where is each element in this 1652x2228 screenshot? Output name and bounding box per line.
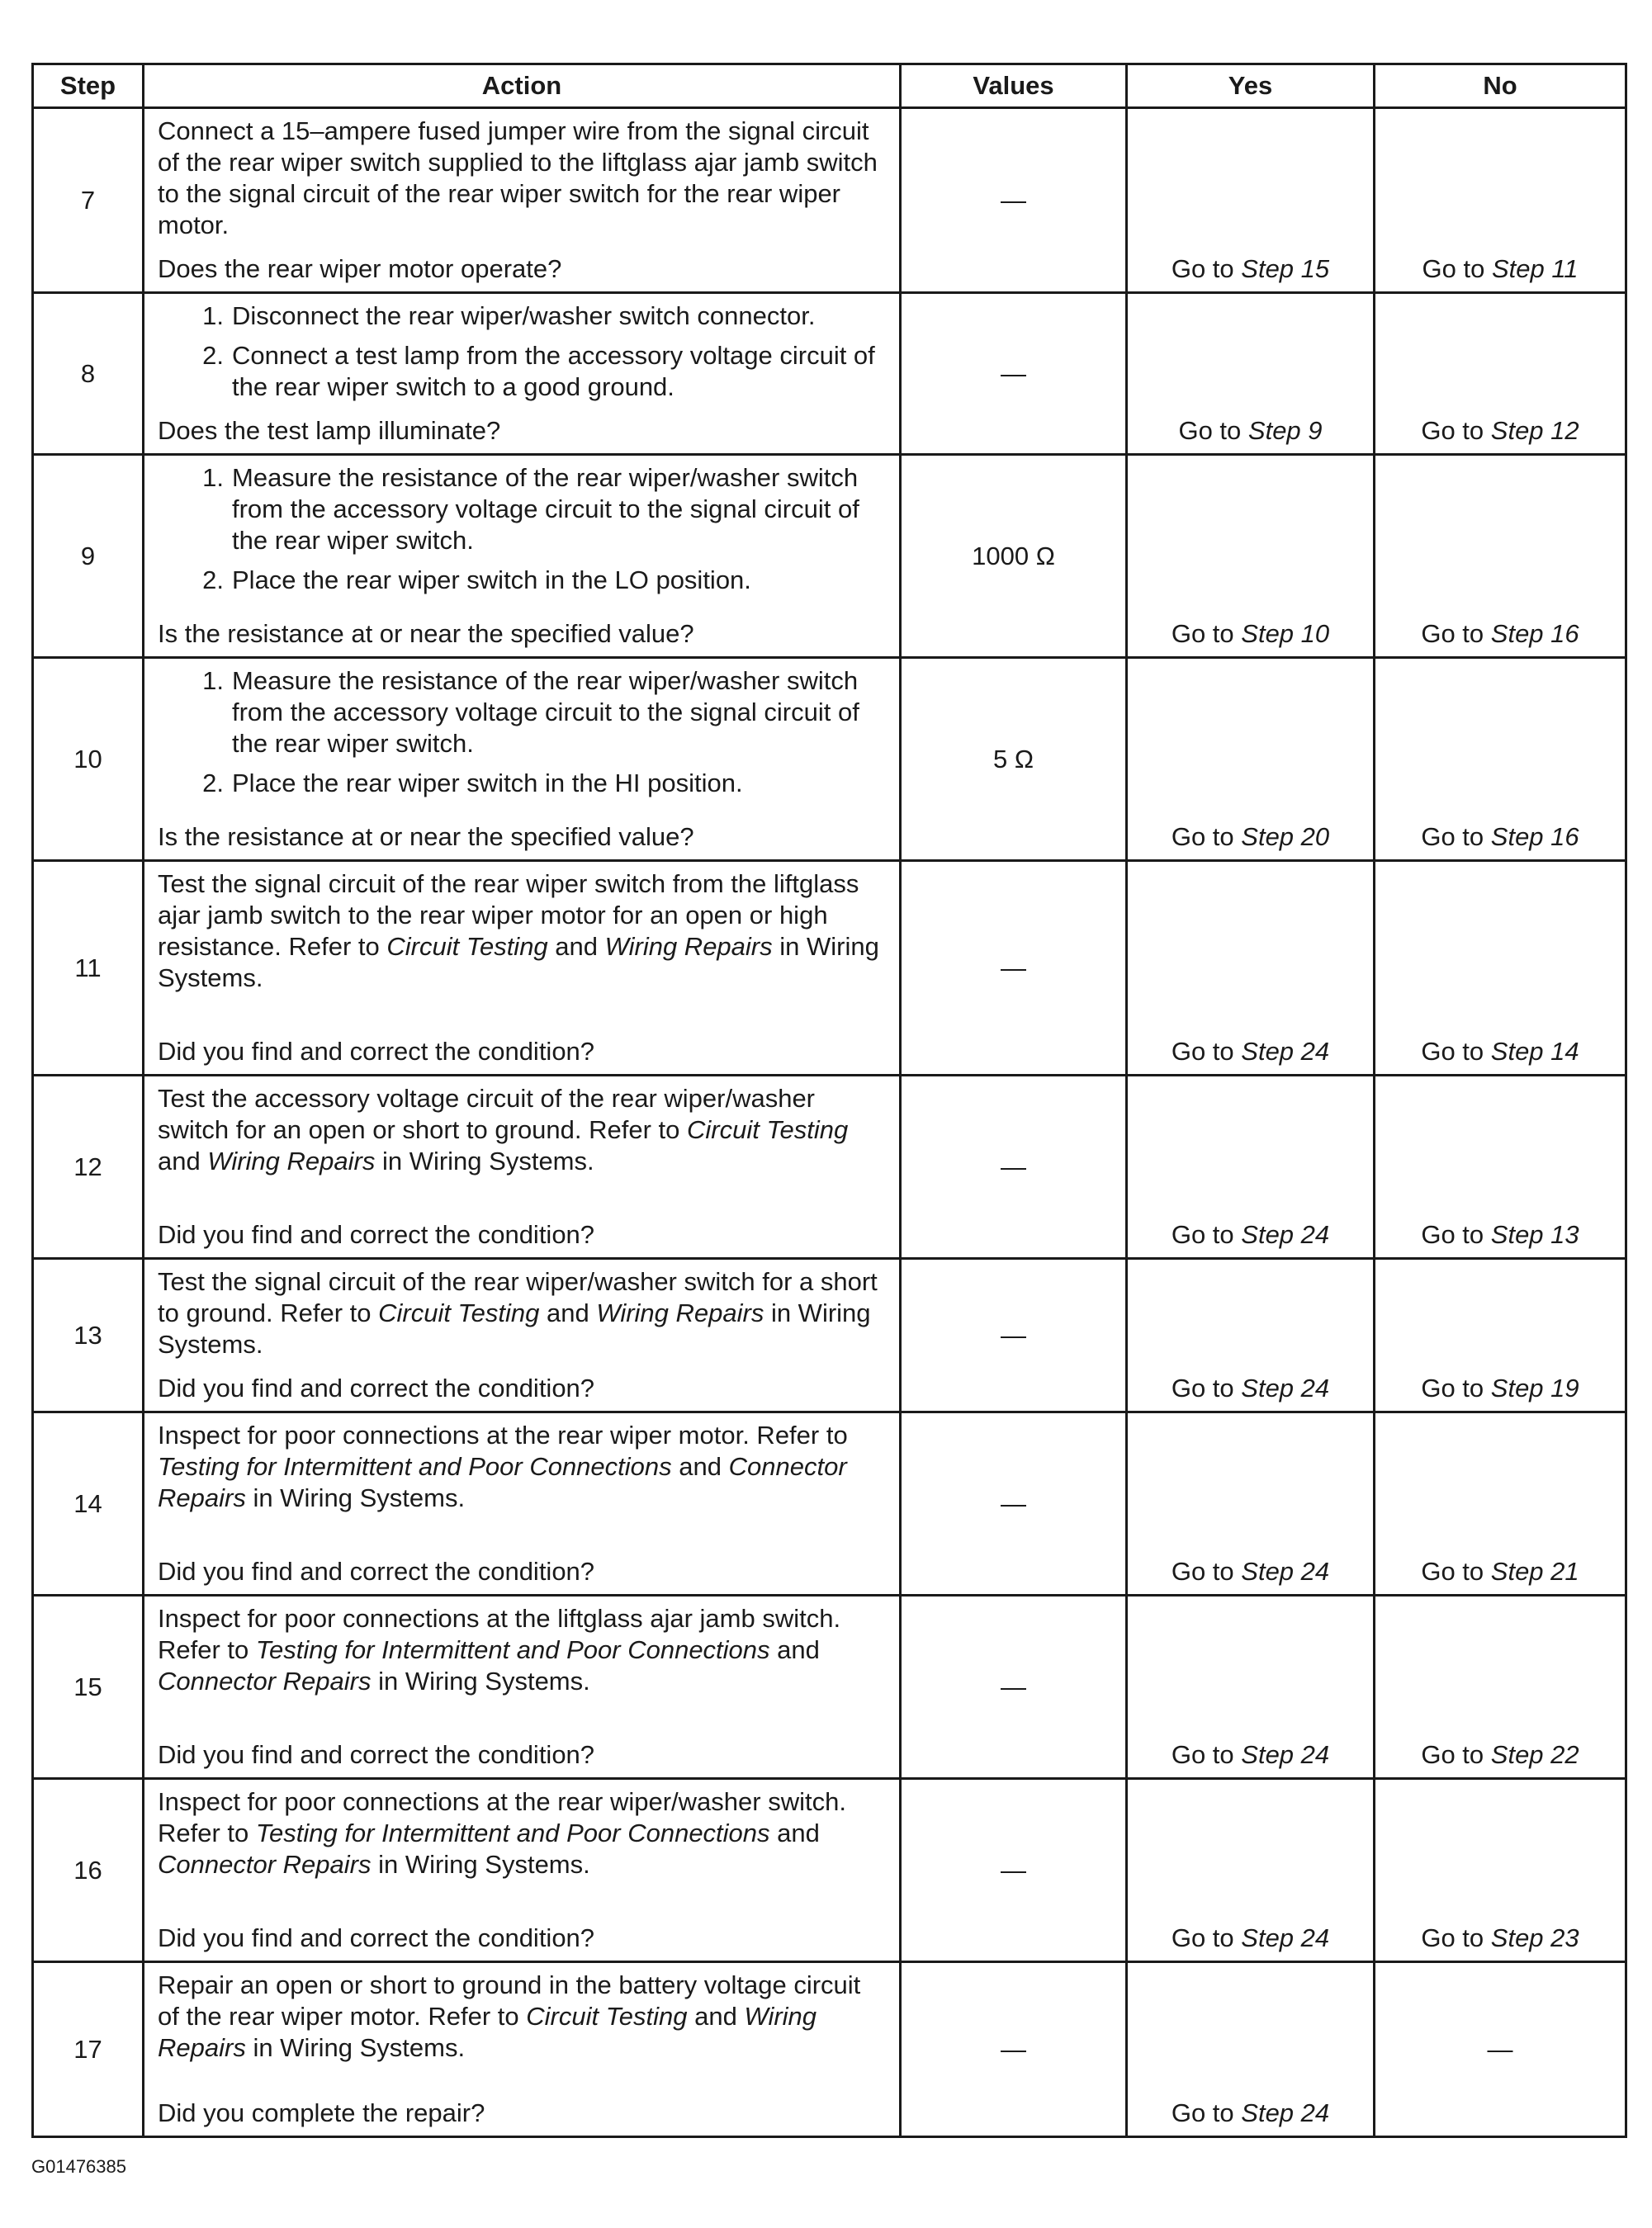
- header-values: Values: [901, 64, 1127, 108]
- action-question: Does the test lamp illuminate?: [158, 416, 501, 445]
- substep-number: 2.: [202, 565, 224, 594]
- substep-number: 1.: [202, 301, 224, 330]
- substep-text: Disconnect the rear wiper/washer switch connector.: [232, 301, 816, 330]
- reference-link-text: Circuit Testing: [386, 932, 548, 961]
- go-to-prefix: Go to: [1171, 2098, 1234, 2127]
- action-text-segment: and: [769, 1819, 820, 1847]
- action-question: Did you find and correct the condition?: [158, 1923, 595, 1952]
- action-instructions: [158, 868, 888, 994]
- action-text-segment: in Wiring Systems.: [371, 1667, 590, 1696]
- yes-cell: [1127, 861, 1375, 1076]
- header-action: Action: [144, 64, 901, 108]
- go-to-step-target: Step 20: [1241, 822, 1330, 851]
- action-text-segment: and: [769, 1635, 820, 1664]
- go-to-step-target: Step 13: [1490, 1220, 1579, 1249]
- go-to-step-target: Step 22: [1490, 1740, 1579, 1769]
- reference-link-text: Wiring Repairs: [604, 932, 773, 961]
- go-to-step-target: Step 21: [1490, 1557, 1579, 1586]
- go-to-prefix: Go to: [1421, 822, 1484, 851]
- action-instructions: [158, 665, 888, 807]
- no-value-dash: —: [1487, 2034, 1513, 2064]
- action-text-segment: in Wiring Systems.: [371, 1850, 590, 1879]
- table-row: [33, 658, 1626, 861]
- go-to-prefix: Go to: [1171, 1557, 1234, 1586]
- action-instructions: [158, 116, 888, 241]
- substep-number: 2.: [202, 341, 224, 370]
- substep-item: [158, 665, 888, 759]
- substep-number: 1.: [202, 666, 224, 695]
- yes-cell: [1127, 1962, 1375, 2137]
- action-instructions: [158, 1266, 888, 1360]
- action-content: [144, 1780, 899, 1961]
- action-text-segment: and: [687, 2002, 745, 2031]
- action-text-segment: Inspect for poor connections at the rear wiper/washer switch. Refer to: [158, 1787, 846, 1847]
- reference-link-text: Testing for Intermittent and Poor Connections: [255, 1635, 770, 1664]
- step-number-cell: 15: [33, 1596, 144, 1779]
- action-text-segment: Test the accessory voltage circuit of the rear wiper/washer switch for an open or short to ground. Refer to: [158, 1084, 816, 1144]
- action-cell: [144, 1779, 901, 1962]
- go-to-step-target: Step 11: [1491, 254, 1579, 283]
- substep-number: 2.: [202, 769, 224, 797]
- action-content: [144, 109, 899, 291]
- go-to-prefix: Go to: [1421, 1557, 1484, 1586]
- action-text: [158, 1786, 888, 1880]
- value-cell: —: [901, 1412, 1127, 1596]
- action-question: Does the rear wiper motor operate?: [158, 254, 562, 283]
- reference-link-text: Wiring Repairs: [158, 2002, 817, 2062]
- action-content: [144, 1413, 899, 1594]
- action-instructions: [158, 1970, 888, 2064]
- go-to-step-target: Step 23: [1490, 1923, 1579, 1952]
- table-row: [33, 1779, 1626, 1962]
- action-text-segment: Test the signal circuit of the rear wiper/washer switch for a short to ground. Refer to: [158, 1267, 878, 1327]
- step-number-cell: 13: [33, 1259, 144, 1412]
- substep-number: 1.: [202, 463, 224, 492]
- substep-list: [158, 462, 888, 596]
- reference-link-text: Circuit Testing: [687, 1115, 849, 1144]
- action-cell: [144, 455, 901, 658]
- yes-cell: [1127, 1259, 1375, 1412]
- action-text-segment: Inspect for poor connections at the liftglass ajar jamb switch. Refer to: [158, 1604, 841, 1664]
- action-text-segment: in Wiring Systems.: [158, 932, 879, 992]
- action-cell: [144, 293, 901, 455]
- action-instructions: [158, 1603, 888, 1697]
- action-question: Did you find and correct the condition?: [158, 1037, 595, 1066]
- table-row: [33, 1412, 1626, 1596]
- table-row: [33, 108, 1626, 293]
- action-cell: [144, 861, 901, 1076]
- no-cell: [1375, 1076, 1626, 1259]
- no-cell: [1375, 108, 1626, 293]
- diagnostic-table-sheet: [31, 63, 1625, 2138]
- no-cell: [1375, 861, 1626, 1076]
- action-question: Did you find and correct the condition?: [158, 1557, 595, 1586]
- table-row: [33, 455, 1626, 658]
- go-to-prefix: Go to: [1421, 1220, 1484, 1249]
- action-text-segment: and: [158, 1147, 208, 1175]
- go-to-step-target: Step 12: [1490, 416, 1579, 445]
- value-cell: —: [901, 108, 1127, 293]
- go-to-step-target: Step 16: [1490, 619, 1579, 648]
- go-to-step-target: Step 24: [1241, 1374, 1330, 1403]
- step-number-cell: 12: [33, 1076, 144, 1259]
- go-to-prefix: Go to: [1171, 1037, 1234, 1066]
- substep-text: Connect a test lamp from the accessory voltage circuit of the rear wiper switch to a good ground.: [232, 341, 875, 401]
- figure-id: G01476385: [31, 2156, 126, 2177]
- action-text-segment: and: [547, 932, 605, 961]
- yes-cell: [1127, 1596, 1375, 1779]
- go-to-prefix: Go to: [1171, 822, 1234, 851]
- substep-text: Measure the resistance of the rear wiper/washer switch from the accessory voltage circuit to the signal circuit of the rear wiper switch.: [232, 666, 859, 758]
- go-to-prefix: Go to: [1422, 254, 1485, 283]
- action-content: [144, 1076, 899, 1257]
- no-cell: [1375, 658, 1626, 861]
- reference-link-text: Connector Repairs: [158, 1452, 847, 1512]
- action-text-segment: Test the signal circuit of the rear wiper switch from the liftglass ajar jamb switch to the rear wiper motor for an open or high resistance. Refer to: [158, 869, 859, 961]
- reference-link-text: Wiring Repairs: [207, 1147, 376, 1175]
- no-cell: [1375, 1259, 1626, 1412]
- action-cell: [144, 1259, 901, 1412]
- header-yes: Yes: [1127, 64, 1375, 108]
- yes-cell: [1127, 455, 1375, 658]
- substep-text: Place the rear wiper switch in the HI position.: [232, 769, 743, 797]
- go-to-prefix: Go to: [1171, 1220, 1234, 1249]
- action-content: [144, 456, 899, 656]
- action-text: [158, 868, 888, 994]
- action-cell: [144, 1962, 901, 2137]
- action-text-segment: in Wiring Systems.: [245, 1483, 466, 1512]
- go-to-prefix: Go to: [1171, 1923, 1234, 1952]
- action-text: [158, 1083, 888, 1177]
- action-question: Did you find and correct the condition?: [158, 1374, 595, 1403]
- table-row: [33, 1259, 1626, 1412]
- step-number-cell: 7: [33, 108, 144, 293]
- no-cell: [1375, 1596, 1626, 1779]
- diagnostic-table: [31, 63, 1627, 2138]
- go-to-prefix: Go to: [1421, 416, 1484, 445]
- substep-item: [158, 300, 888, 332]
- action-content: [144, 294, 899, 453]
- table-row: [33, 1076, 1626, 1259]
- substep-text: Place the rear wiper switch in the LO position.: [232, 565, 751, 594]
- go-to-prefix: Go to: [1171, 1374, 1234, 1403]
- substep-text: Measure the resistance of the rear wiper/washer switch from the accessory voltage circuit to the signal circuit of the rear wiper switch.: [232, 463, 859, 555]
- go-to-prefix: Go to: [1421, 1740, 1484, 1769]
- yes-cell: [1127, 1412, 1375, 1596]
- table-row: [33, 1962, 1626, 2137]
- no-cell: [1375, 455, 1626, 658]
- value-cell: —: [901, 861, 1127, 1076]
- action-cell: [144, 1076, 901, 1259]
- substep-list: [158, 665, 888, 799]
- reference-link-text: Connector Repairs: [158, 1667, 372, 1696]
- action-text: [158, 1970, 888, 2064]
- action-content: [144, 659, 899, 859]
- go-to-step-target: Step 24: [1241, 1740, 1330, 1769]
- action-content: [144, 862, 899, 1074]
- value-cell: —: [901, 1596, 1127, 1779]
- go-to-step-target: Step 24: [1241, 1557, 1330, 1586]
- reference-link-text: Connector Repairs: [158, 1850, 372, 1879]
- action-question: Is the resistance at or near the specified value?: [158, 619, 694, 648]
- go-to-step-target: Step 24: [1241, 1923, 1330, 1952]
- go-to-prefix: Go to: [1421, 1923, 1484, 1952]
- action-text: [158, 1266, 888, 1360]
- action-text: [158, 1603, 888, 1697]
- reference-link-text: Circuit Testing: [378, 1298, 540, 1327]
- action-instructions: [158, 1083, 888, 1177]
- no-cell: [1375, 1779, 1626, 1962]
- value-cell: —: [901, 1962, 1127, 2137]
- substep-item: [158, 768, 888, 799]
- action-text-segment: Inspect for poor connections at the rear wiper motor. Refer to: [158, 1421, 848, 1450]
- reference-link-text: Wiring Repairs: [596, 1298, 764, 1327]
- action-instructions: [158, 1786, 888, 1880]
- go-to-step-target: Step 10: [1241, 619, 1330, 648]
- table-row: [33, 293, 1626, 455]
- value-cell: —: [901, 1076, 1127, 1259]
- table-row: [33, 861, 1626, 1076]
- go-to-prefix: Go to: [1421, 1037, 1484, 1066]
- no-cell: [1375, 1962, 1626, 2137]
- go-to-step-target: Step 9: [1247, 416, 1323, 445]
- no-cell: [1375, 293, 1626, 455]
- step-number-cell: 8: [33, 293, 144, 455]
- action-content: [144, 1596, 899, 1777]
- step-number-cell: 14: [33, 1412, 144, 1596]
- go-to-prefix: Go to: [1421, 1374, 1484, 1403]
- table-body: [33, 108, 1626, 2137]
- go-to-step-target: Step 14: [1490, 1037, 1579, 1066]
- go-to-step-target: Step 24: [1241, 1220, 1330, 1249]
- value-cell: —: [901, 1259, 1127, 1412]
- step-number-cell: 11: [33, 861, 144, 1076]
- header-step: Step: [33, 64, 144, 108]
- action-question: Did you find and correct the condition?: [158, 1220, 595, 1249]
- reference-link-text: Testing for Intermittent and Poor Connections: [158, 1452, 672, 1481]
- table-header-row: [33, 64, 1626, 108]
- substep-item: [158, 462, 888, 556]
- value-cell: —: [901, 1779, 1127, 1962]
- action-text-segment: Connect a 15–ampere fused jumper wire from the signal circuit of the rear wiper switch supplied to the liftglass ajar jamb switch to the signal circuit of the rear wiper switch for the rear wiper motor.: [158, 116, 878, 239]
- go-to-prefix: Go to: [1171, 1740, 1234, 1769]
- substep-item: [158, 340, 888, 403]
- yes-cell: [1127, 293, 1375, 455]
- step-number-cell: 10: [33, 658, 144, 861]
- value-cell: —: [901, 293, 1127, 455]
- action-content: [144, 1260, 899, 1411]
- action-instructions: [158, 1420, 888, 1514]
- step-number-cell: 9: [33, 455, 144, 658]
- go-to-step-target: Step 24: [1241, 1037, 1330, 1066]
- action-cell: [144, 1596, 901, 1779]
- action-cell: [144, 1412, 901, 1596]
- yes-cell: [1127, 1779, 1375, 1962]
- header-no: No: [1375, 64, 1626, 108]
- action-content: [144, 1963, 899, 2136]
- no-cell: [1375, 1412, 1626, 1596]
- substep-item: [158, 565, 888, 596]
- go-to-step-target: Step 19: [1490, 1374, 1579, 1403]
- action-instructions: [158, 300, 888, 411]
- action-text-segment: and: [671, 1452, 729, 1481]
- action-text-segment: in Wiring Systems.: [375, 1147, 594, 1175]
- go-to-step-target: Step 24: [1241, 2098, 1330, 2127]
- action-text-segment: in Wiring Systems.: [245, 2033, 466, 2062]
- go-to-prefix: Go to: [1171, 254, 1234, 283]
- go-to-step-target: Step 15: [1241, 254, 1330, 283]
- go-to-prefix: Go to: [1171, 619, 1234, 648]
- value-cell: 1000 Ω: [901, 455, 1127, 658]
- reference-link-text: Circuit Testing: [526, 2002, 688, 2031]
- yes-cell: [1127, 658, 1375, 861]
- action-text-segment: and: [539, 1298, 597, 1327]
- action-instructions: [158, 462, 888, 604]
- action-text-segment: in Wiring Systems.: [158, 1298, 871, 1359]
- action-text: [158, 116, 888, 241]
- action-text-segment: Repair an open or short to ground in the battery voltage circuit of the rear wiper motor. Refer to: [158, 1970, 861, 2031]
- table-row: [33, 1596, 1626, 1779]
- action-question: Did you complete the repair?: [158, 2098, 485, 2127]
- go-to-prefix: Go to: [1178, 416, 1242, 445]
- action-question: Is the resistance at or near the specified value?: [158, 822, 694, 851]
- step-number-cell: 16: [33, 1779, 144, 1962]
- go-to-prefix: Go to: [1421, 619, 1484, 648]
- yes-cell: [1127, 108, 1375, 293]
- value-cell: 5 Ω: [901, 658, 1127, 861]
- action-question: Did you find and correct the condition?: [158, 1740, 595, 1769]
- substep-list: [158, 300, 888, 403]
- reference-link-text: Testing for Intermittent and Poor Connections: [255, 1819, 770, 1847]
- action-cell: [144, 658, 901, 861]
- action-text: [158, 1420, 888, 1514]
- step-number-cell: 17: [33, 1962, 144, 2137]
- yes-cell: [1127, 1076, 1375, 1259]
- go-to-step-target: Step 16: [1490, 822, 1579, 851]
- action-cell: [144, 108, 901, 293]
